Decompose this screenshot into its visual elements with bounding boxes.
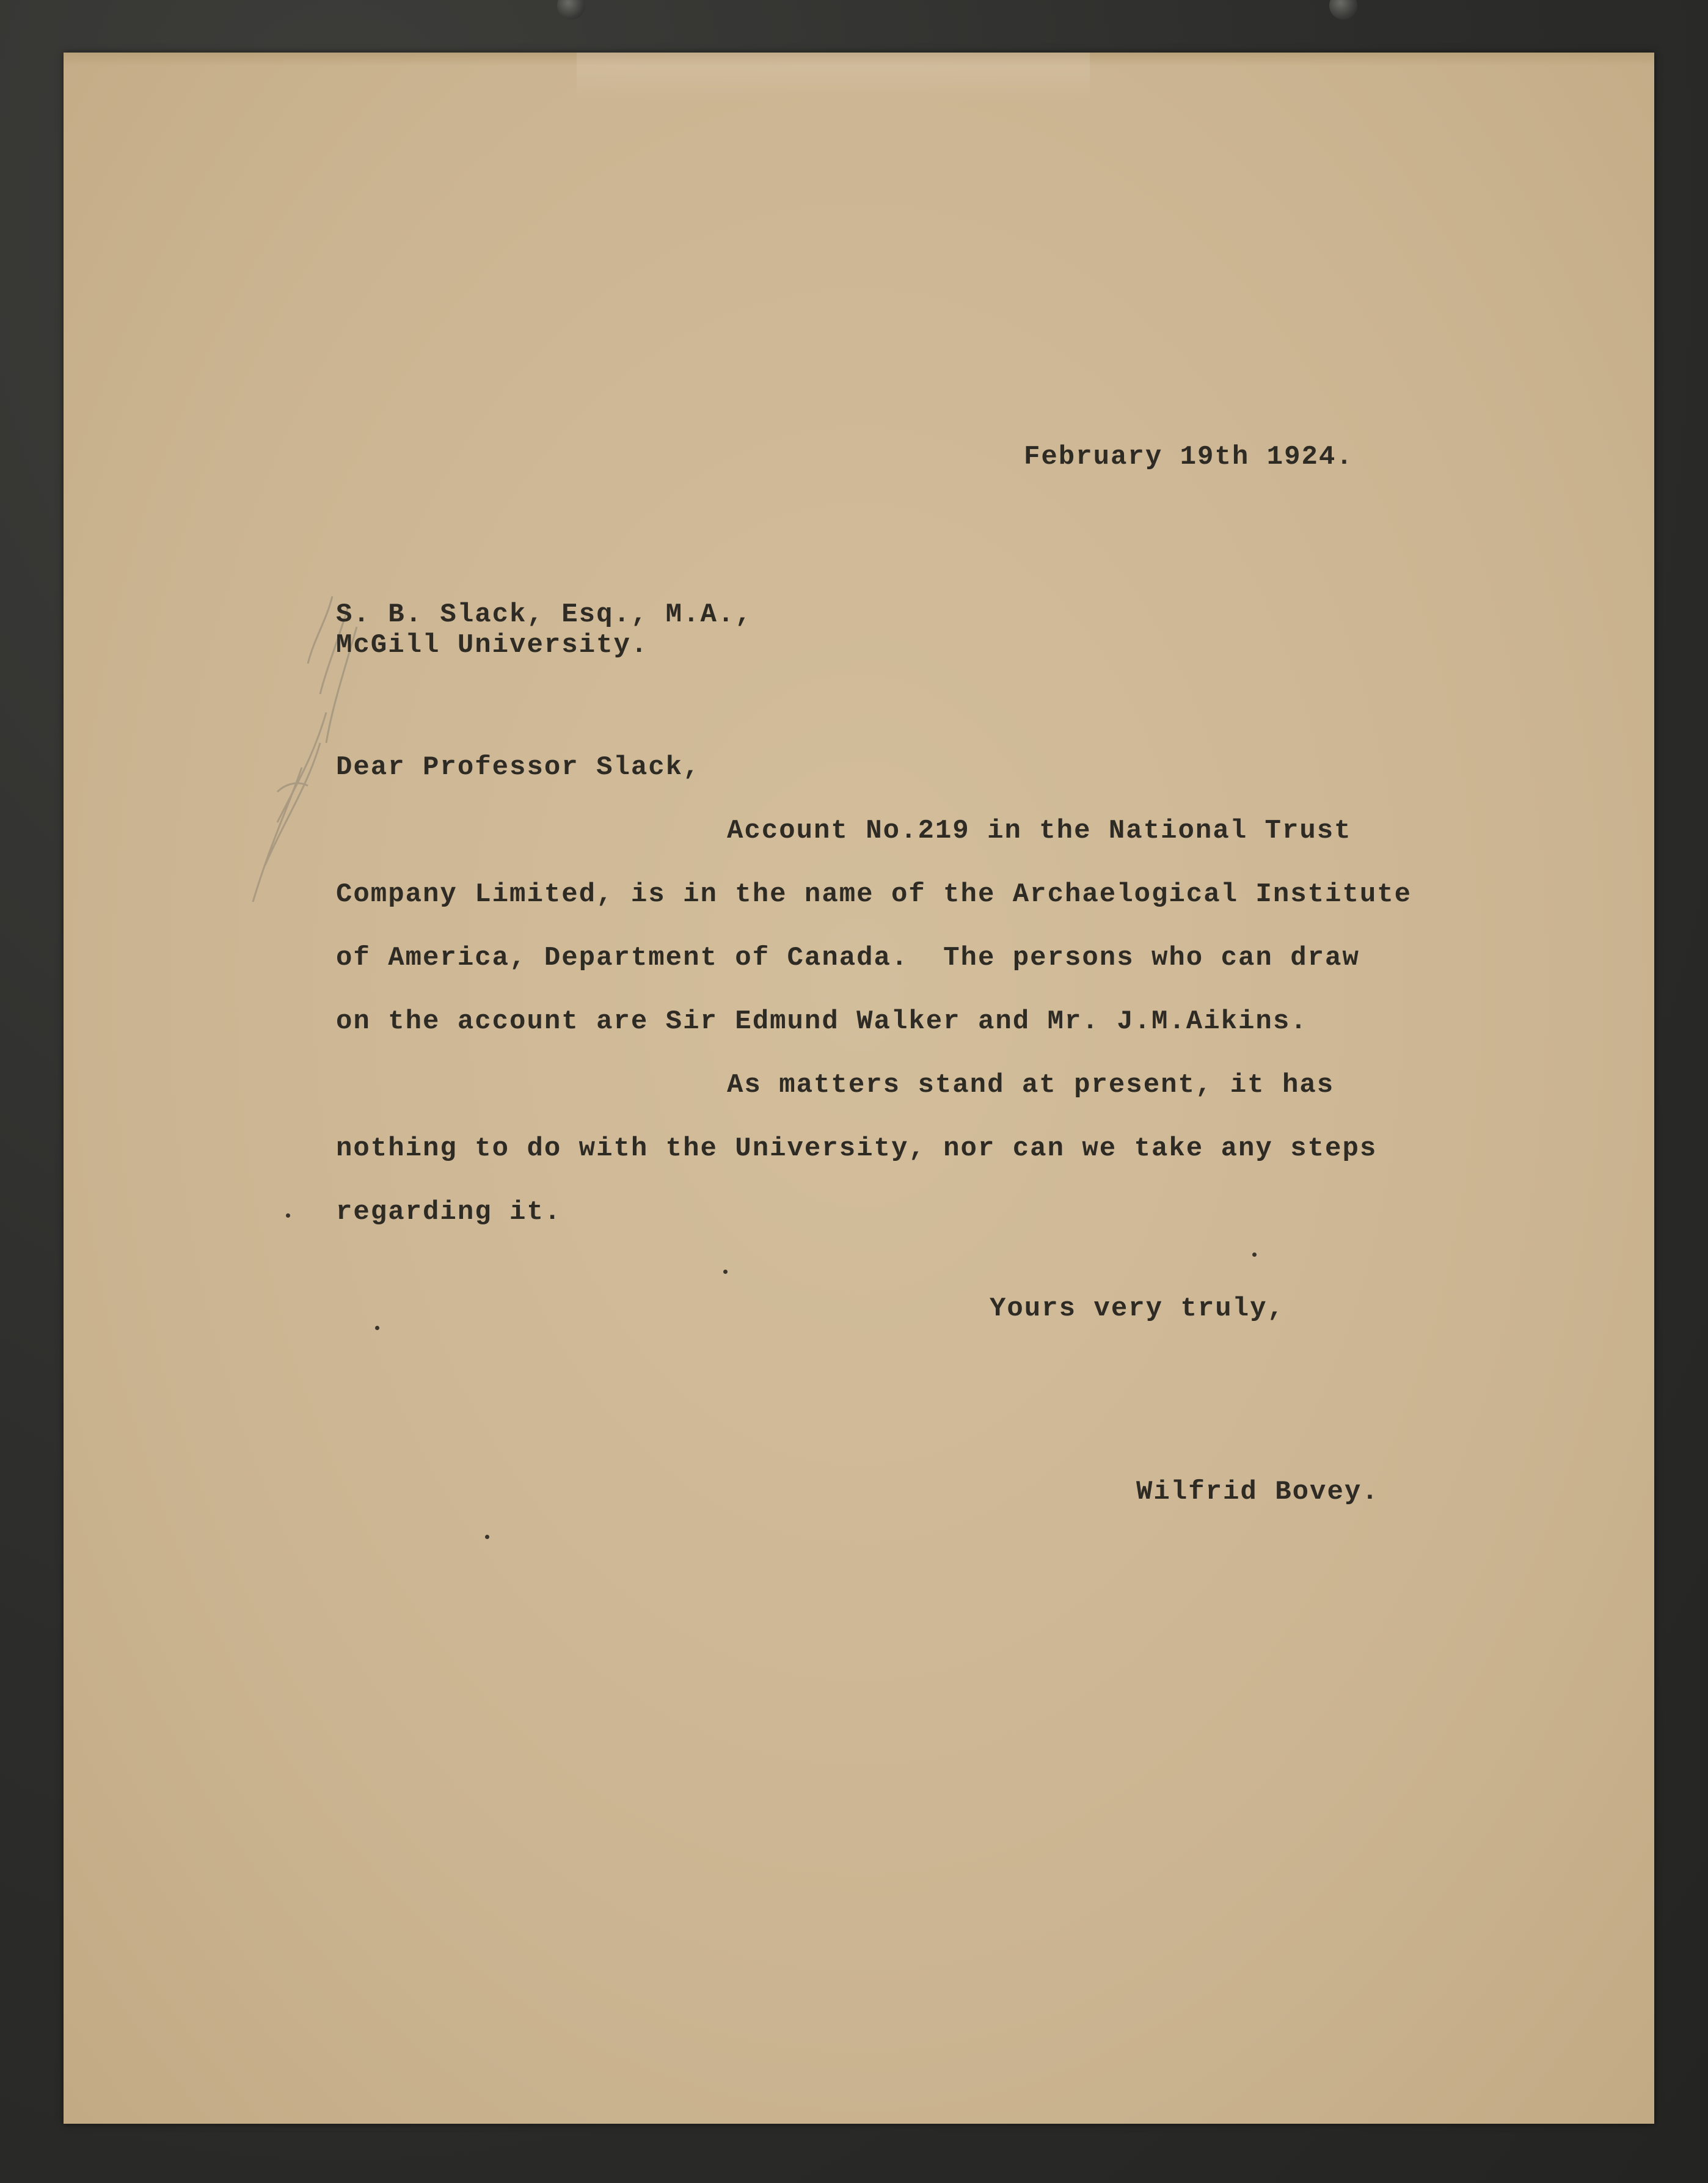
body-line-6: nothing to do with the University, nor can we take any steps (336, 1133, 1378, 1164)
salutation: Dear Professor Slack, (336, 752, 701, 783)
body-line-3: of America, Department of Canada. The persons who can draw (336, 943, 1360, 973)
signature: Wilfrid Bovey. (1136, 1477, 1379, 1507)
body-line-1: Account No.219 in the National Trust (727, 816, 1352, 846)
paper-speck (723, 1270, 728, 1274)
paper-speck (1252, 1252, 1257, 1257)
letter-date: February 19th 1924. (1024, 442, 1354, 472)
body-line-5: As matters stand at present, it has (727, 1070, 1335, 1100)
recipient-name: S. B. Slack, Esq., M.A., (336, 599, 753, 630)
letter-page (64, 53, 1654, 2124)
closing: Yours very truly, (990, 1293, 1285, 1324)
body-line-2: Company Limited, is in the name of the Archaelogical Institute (336, 879, 1412, 910)
paper-crease (577, 53, 1090, 101)
body-line-4: on the account are Sir Edmund Walker and Mr. J.M.Aikins. (336, 1006, 1308, 1037)
body-line-7: regarding it. (336, 1197, 562, 1227)
recipient-institution: McGill University. (336, 630, 649, 660)
paper-speck (375, 1326, 379, 1330)
paper-speck (485, 1535, 489, 1539)
paper-speck (286, 1213, 290, 1218)
